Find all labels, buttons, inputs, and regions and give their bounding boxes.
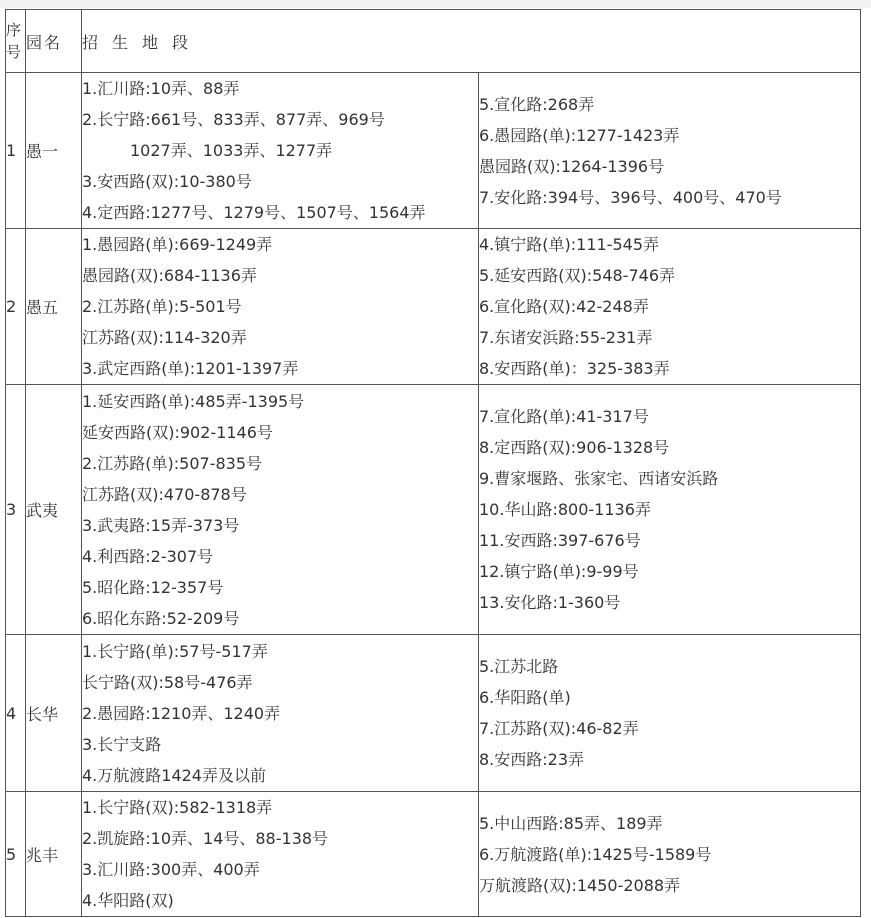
area-line: 3.安西路(双):10-380号 [82, 172, 252, 191]
area-line: 4.利西路:2-307号 [82, 546, 214, 566]
enrollment-area-right [479, 73, 861, 229]
area-line: 7.江苏路(双):46-82弄 [479, 719, 639, 738]
area-line: 4.定西路:1277号、1279号、1507号、1564弄 [82, 203, 426, 222]
area-line: 1.汇川路:10弄、88弄 [82, 79, 240, 98]
area-line: 延安西路(双):902-1146号 [82, 422, 273, 442]
table-row [6, 73, 861, 229]
area-line: 2.凯旋路:10弄、14号、88-138号 [82, 829, 329, 848]
area-line: 1.延安西路(单):485弄-1395号 [82, 391, 305, 411]
row-school-name: 愚五 [26, 229, 82, 385]
enrollment-table [5, 9, 861, 917]
table-row [6, 229, 861, 385]
area-line: 2.愚园路:1210弄、1240弄 [82, 703, 281, 723]
area-line: 5.昭化路:12-357号 [82, 577, 224, 597]
area-line: 1.长宁路(单):57号-517弄 [82, 641, 268, 661]
row-serial-number: 1 [6, 73, 26, 229]
enrollment-area-right [479, 229, 861, 385]
area-line: 3.武夷路:15弄-373号 [82, 515, 240, 535]
area-line: 江苏路(双):470-878号 [82, 484, 247, 504]
area-line: 1.长宁路(双):582-1318弄 [82, 798, 273, 817]
area-line: 愚园路(双):1264-1396号 [479, 156, 665, 176]
area-line: 7.宣化路(单):41-317号 [479, 407, 649, 426]
row-serial-number: 3 [6, 385, 26, 635]
enrollment-area-right [479, 792, 861, 917]
area-line: 9.曹家堰路、张家宅、西诸安浜路 [479, 469, 719, 488]
enrollment-area-left [82, 635, 479, 792]
enrollment-area-right [479, 635, 861, 792]
enrollment-area-left [82, 792, 479, 917]
area-line: 2.江苏路(单):5-501号 [82, 297, 242, 316]
area-line: 7.东诸安浜路:55-231弄 [479, 328, 653, 347]
row-school-name: 愚一 [26, 73, 82, 229]
header-serial-char-2: 号 [6, 43, 22, 61]
top-band [0, 0, 871, 8]
table-row [6, 385, 861, 635]
area-line: 7.安化路:394号、396号、400号、470号 [479, 187, 782, 207]
area-line: 1027弄、1033弄、1277弄 [130, 141, 333, 160]
enrollment-area-left [82, 385, 479, 635]
table-row [6, 635, 861, 792]
area-line: 5.中山西路:85弄、189弄 [479, 813, 663, 833]
table-body [6, 73, 861, 917]
area-line: 8.安西路(单)：325-383弄 [479, 359, 670, 378]
area-line: 5.宣化路:268弄 [479, 94, 595, 114]
row-school-name: 兆丰 [26, 792, 82, 917]
area-line: 愚园路(双):684-1136弄 [82, 266, 257, 285]
table-row [6, 792, 861, 917]
area-line: 6.愚园路(单):1277-1423弄 [479, 125, 680, 145]
area-line: 5.江苏北路 [479, 657, 559, 676]
area-line: 11.安西路:397-676号 [479, 531, 641, 550]
area-line: 3.长宁支路 [82, 734, 162, 754]
area-line: 2.江苏路(单):507-835号 [82, 453, 262, 473]
area-line: 12.镇宁路(单):9-99号 [479, 562, 639, 581]
area-line: 8.定西路(双):906-1328号 [479, 438, 670, 457]
area-line: 长宁路(双):58号-476弄 [82, 672, 253, 692]
area-line: 6.华阳路(单) [479, 688, 571, 707]
row-school-name: 长华 [26, 635, 82, 792]
area-line: 4.华阳路(双) [82, 891, 174, 910]
area-line: 5.延安西路(双):548-746弄 [479, 266, 675, 285]
area-line: 2.长宁路:661号、833弄、877弄、969号 [82, 110, 385, 129]
enrollment-area-right [479, 385, 861, 635]
header-serial-char-1: 序 [6, 21, 22, 39]
header-enrollment-area: 招生地段 [82, 10, 861, 73]
area-line: 8.安西路:23弄 [479, 750, 585, 769]
area-line: 13.安化路:1-360号 [479, 593, 621, 612]
row-serial-number: 5 [6, 792, 26, 917]
area-line: 10.华山路:800-1136弄 [479, 500, 651, 519]
area-line: 3.汇川路:300弄、400弄 [82, 860, 260, 879]
area-line: 万航渡路(双):1450-2088弄 [479, 875, 681, 895]
header-school-name: 园名 [26, 10, 82, 73]
row-serial-number: 4 [6, 635, 26, 792]
area-line: 4.万航渡路1424弄及以前 [82, 765, 266, 785]
row-serial-number: 2 [6, 229, 26, 385]
row-school-name: 武夷 [26, 385, 82, 635]
area-line: 6.昭化东路:52-209号 [82, 608, 240, 628]
enrollment-area-left [82, 229, 479, 385]
area-line: 江苏路(双):114-320弄 [82, 328, 247, 347]
header-row [6, 10, 861, 73]
area-line: 6.万航渡路(单):1425号-1589号 [479, 844, 712, 864]
header-serial-number [6, 10, 26, 73]
area-line: 1.愚园路(单):669-1249弄 [82, 235, 273, 254]
area-line: 6.宣化路(双):42-248弄 [479, 297, 649, 316]
enrollment-area-left [82, 73, 479, 229]
area-line: 3.武定西路(单):1201-1397弄 [82, 359, 299, 378]
area-line: 4.镇宁路(单):111-545弄 [479, 235, 659, 254]
